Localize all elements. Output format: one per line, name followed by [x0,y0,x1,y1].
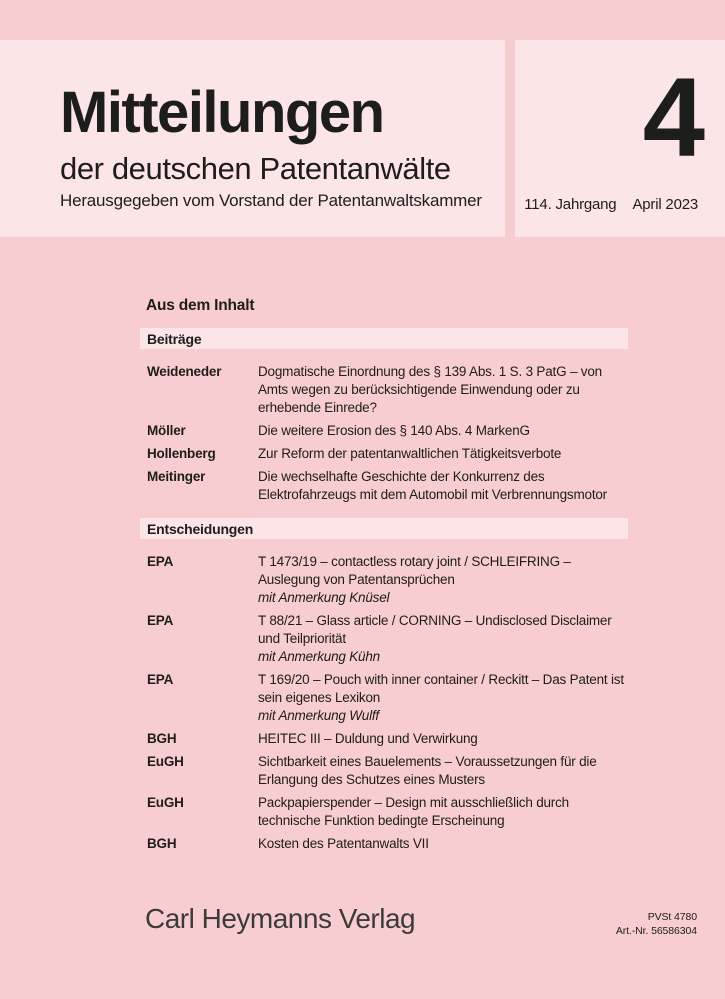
toc-entry [147,553,628,607]
section-header-beitraege [140,328,628,349]
entry-title [258,553,628,607]
entry-title [258,671,628,725]
entry-title [258,468,628,504]
section-header-entscheidungen [140,518,628,539]
toc-entry [147,835,628,853]
entry-title [258,422,628,440]
entry-source: Meitinger [147,469,206,484]
issue-panel [515,40,725,237]
entry-source: EPA [147,613,174,628]
entry-source: BGH [147,731,177,746]
entry-title [258,445,628,463]
toc-entry [147,468,628,504]
toc-entry [147,363,628,417]
entry-source: Möller [147,423,186,438]
entry-note: mit Anmerkung Kühn [258,649,380,664]
journal-subtitle: der deutschen Patentanwälte [60,151,451,186]
contents-heading: Aus dem Inhalt [146,297,255,314]
entry-note: mit Anmerkung Knüsel [258,590,390,605]
entry-title-text: Packpapierspender – Design mit ausschließlich durch technische Funktion bedingte Erscheinung [258,795,569,828]
publisher-name: Carl Heymanns Verlag [145,903,416,934]
toc-entry [147,730,628,748]
entry-title-text: T 169/20 – Pouch with inner container / Reckitt – Das Patent ist sein eigenes Lexikon [258,672,624,705]
entry-title-text: Die wechselhafte Geschichte der Konkurrenz des Elektrofahrzeugs mit dem Automobil mit Verbrennungsmotor [258,469,607,502]
entry-source: EuGH [147,754,184,769]
entry-source: EPA [147,554,174,569]
pvst-number: PVSt 4780 [647,911,697,923]
entry-source: Weideneder [147,364,222,379]
masthead-panel [0,40,505,237]
entry-title-text: HEITEC III – Duldung und Verwirkung [258,731,478,746]
entry-title [258,363,628,417]
section-label: Beiträge [147,330,202,347]
toc-entry [147,671,628,725]
entry-title-text: Dogmatische Einordnung des § 139 Abs. 1 S. 3 PatG – von Amts wegen zu berücksichtigende Einwendung oder zu erhebende Einrede? [258,364,602,415]
section-beitraege-entries [140,349,628,504]
entry-title-text: Zur Reform der patentanwaltlichen Tätigkeitsverbote [258,446,562,461]
toc-entry [147,794,628,830]
entry-title-text: Die weitere Erosion des § 140 Abs. 4 MarkenG [258,423,530,438]
table-of-contents [140,296,628,858]
toc-entry [147,422,628,440]
article-number: Art.-Nr. 56586304 [615,924,697,937]
entry-title-text: T 88/21 – Glass article / CORNING – Undisclosed Disclaimer und Teilpriorität [258,613,612,646]
entry-title [258,835,628,853]
issue-date: April 2023 [632,196,698,213]
entry-title-text: T 1473/19 – contactless rotary joint / SCHLEIFRING – Auslegung von Patentansprüchen [258,554,571,587]
entry-title [258,612,628,666]
entry-note: mit Anmerkung Wulff [258,708,379,723]
entry-title [258,753,628,789]
toc-entry [147,612,628,666]
entry-title-text: Sichtbarkeit eines Bauelements – Voraussetzungen für die Erlangung des Schutzes eines Musters [258,754,597,787]
section-entscheidungen-entries [140,539,628,853]
footer-codes [616,911,697,938]
entry-title-text: Kosten des Patentanwalts VII [258,836,429,851]
entry-source: BGH [147,836,177,851]
journal-title: Mitteilungen [60,80,384,145]
toc-entry [147,753,628,789]
toc-entry [147,445,628,463]
entry-source: Hollenberg [147,446,216,461]
volume-label: 114. Jahrgang [524,196,617,213]
section-label: Entscheidungen [147,520,254,537]
issue-number: 4 [642,55,703,180]
issue-meta [524,196,698,213]
entry-title [258,730,628,748]
entry-source: EPA [147,672,174,687]
publisher-line: Herausgegeben vom Vorstand der Patentanwaltskammer [60,190,482,210]
entry-source: EuGH [147,795,184,810]
entry-title [258,794,628,830]
